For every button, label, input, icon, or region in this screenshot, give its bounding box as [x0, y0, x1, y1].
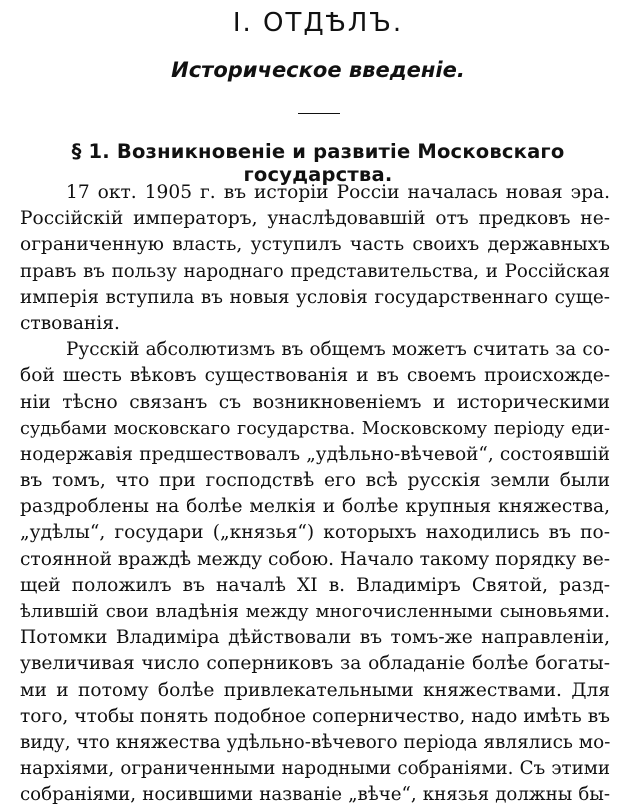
text-line: ѣлившій свои владѣнія между многочисленными сыновьями.: [20, 601, 610, 622]
text-line: судьбами московскаго государства. Московскому періоду еди-: [20, 418, 610, 439]
text-line: увеличивая число соперниковъ за обладаніе болѣе богаты-: [20, 653, 610, 675]
text-line: ми и потому болѣе привлекательными княжествами. Для: [20, 679, 610, 701]
text-line: того, чтобы понять подобное соперничество, надо имѣть въ: [20, 705, 610, 727]
text-line: стоянной враждѣ между собою. Начало такому порядку ве-: [20, 548, 610, 570]
text-line: Россійскій императоръ, унаслѣдовавшій отъ предковъ не-: [20, 208, 610, 230]
text-line: „удѣлы“, государи („князья“) которыхъ находились въ по-: [20, 522, 610, 544]
text-line: въ томъ, что при господствѣ его всѣ русскія земли были: [20, 470, 610, 492]
text-line: ограниченную власть, уступилъ часть своихъ державныхъ: [20, 234, 610, 256]
chapter-heading: § 1. Возникновеніе и развитіе Московскаго государства.: [71, 140, 565, 186]
divider-rule: [298, 113, 340, 114]
text-line: собраніями, носившими названіе „вѣче“, князья должны бы-: [20, 784, 610, 806]
section-title: I. ОТДѢЛЪ.: [232, 8, 404, 38]
text-line: имперія вступила въ новыя условія государственнаго суще-: [20, 286, 610, 308]
text-line: Потомки Владиміра дѣйствовали въ томъ-же направленіи,: [20, 627, 610, 649]
text-line: щей положилъ въ началѣ XI в. Владиміръ Святой, разд-: [20, 574, 610, 596]
subtitle: Историческое введеніе.: [171, 58, 465, 82]
text-line: 17 окт. 1905 г. въ исторіи Россіи началась новая эра.: [66, 182, 610, 203]
text-line: бой шесть вѣковъ существованія и въ своемъ происхожде-: [20, 365, 610, 387]
text-line: виду, что княжества удѣльно-вѣчевого періода являлись мо-: [20, 731, 610, 753]
text-line: правъ въ пользу народнаго представительства, и Россійская: [20, 260, 610, 282]
body-text: [20, 180, 610, 809]
text-line: нодержавія предшествовалъ „удѣльно-вѣчевой“, состоявшій: [20, 443, 610, 465]
text-line: ствованія.: [20, 312, 120, 334]
text-line: раздроблены на болѣе мелкія и болѣе крупныя княжества,: [20, 496, 610, 518]
text-line: ніи тѣсно связанъ съ возникновеніемъ и историческими: [20, 391, 610, 413]
text-line: Русскій абсолютизмъ въ общемъ можетъ считать за со-: [66, 339, 610, 361]
text-line: нархіями, ограниченными народными собраніями. Съ этими: [20, 758, 610, 780]
